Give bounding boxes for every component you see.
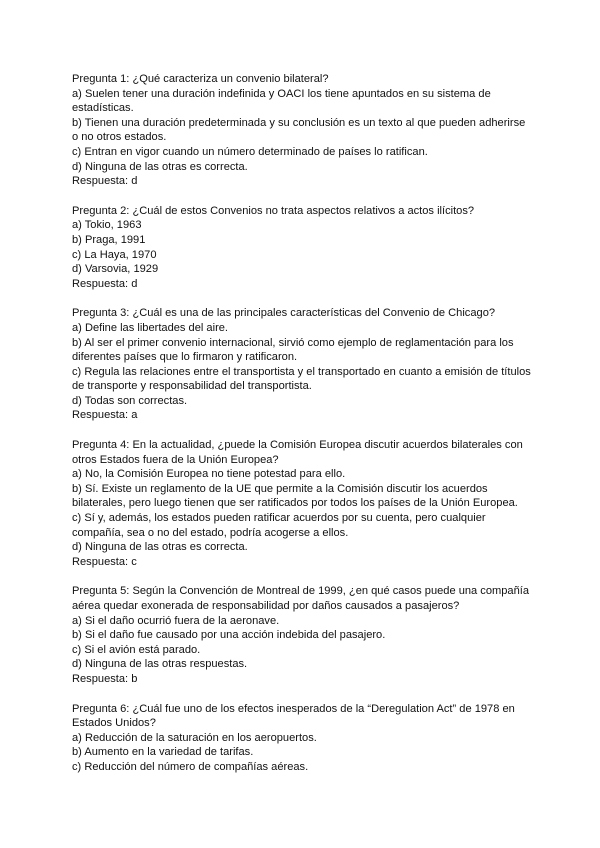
option-a: a) Reducción de la saturación en los aeropuertos.	[72, 731, 317, 744]
question-4	[72, 438, 532, 569]
document-page	[72, 72, 532, 790]
option-d: d) Ninguna de las otras es correcta.	[72, 541, 248, 554]
question-prompt: Pregunta 4: En la actualidad, ¿puede la Comisión Europea discutir acuerdos bilaterales con otros Estados fuera de la Unión Europea?	[72, 439, 523, 466]
option-d: d) Todas son correctas.	[72, 394, 188, 407]
question-2	[72, 204, 532, 292]
question-prompt: Pregunta 3: ¿Cuál es una de las principales características del Convenio de Chicago?	[72, 307, 496, 320]
option-c: c) Entran en vigor cuando un número determinado de países lo ratifican.	[72, 145, 428, 158]
option-b: b) Al ser el primer convenio internacional, sirvió como ejemplo de reglamentación para los diferentes países que lo firmaron y ratificaron.	[72, 336, 514, 364]
question-prompt: Pregunta 1: ¿Qué caracteriza un convenio bilateral?	[72, 73, 329, 85]
answer: Respuesta: b	[72, 672, 138, 685]
answer: Respuesta: d	[72, 175, 138, 188]
option-b: b) Sí. Existe un reglamento de la UE que permite a la Comisión discutir los acuerdos bilaterales, pero luego tienen que ser ratificados por todos los países de la Unión Europea.	[72, 482, 518, 510]
answer: Respuesta: d	[72, 277, 138, 290]
option-a: a) Tokio, 1963	[72, 219, 142, 232]
option-a: a) Define las libertades del aire.	[72, 321, 229, 334]
answer: Respuesta: c	[72, 555, 137, 568]
question-prompt: Pregunta 5: Según la Convención de Montreal de 1999, ¿en qué casos puede una compañía aérea quedar exonerada de responsabilidad por daños causados a pasajeros?	[72, 585, 530, 612]
option-a: a) Suelen tener una duración indefinida y OACI los tiene apuntados en su sistema de estadísticas.	[72, 87, 491, 115]
question-6	[72, 702, 532, 775]
option-c: c) Regula las relaciones entre el transportista y el transportado en cuanto a emisión de títulos de transporte y responsabilidad del transportista.	[72, 365, 531, 393]
option-d: d) Varsovia, 1929	[72, 263, 159, 276]
question-1	[72, 72, 532, 189]
option-a: a) No, la Comisión Europea no tiene potestad para ello.	[72, 468, 346, 481]
question-prompt: Pregunta 6: ¿Cuál fue uno de los efectos inesperados de la “Deregulation Act” de 1978 en Estados Unidos?	[72, 702, 515, 730]
question-3	[72, 306, 532, 423]
option-b: b) Tienen una duración predeterminada y su conclusión es un texto al que pueden adherirse o no otros estados.	[72, 116, 526, 144]
question-prompt: Pregunta 2: ¿Cuál de estos Convenios no trata aspectos relativos a actos ilícitos?	[72, 204, 475, 217]
option-c: c) Si el avión está parado.	[72, 643, 201, 656]
option-c: c) La Haya, 1970	[72, 248, 157, 261]
option-a: a) Si el daño ocurrió fuera de la aeronave.	[72, 614, 280, 627]
option-d: d) Ninguna de las otras es correcta.	[72, 160, 248, 173]
option-d: d) Ninguna de las otras respuestas.	[72, 658, 248, 671]
question-5	[72, 584, 532, 686]
answer: Respuesta: a	[72, 409, 138, 422]
option-b: b) Praga, 1991	[72, 233, 146, 246]
option-b: b) Aumento en la variedad de tarifas.	[72, 746, 254, 759]
option-c: c) Sí y, además, los estados pueden ratificar acuerdos por su cuenta, pero cualquier compañía, sea o no del estado, podría acogerse a ellos.	[72, 512, 486, 539]
option-b: b) Si el daño fue causado por una acción indebida del pasajero.	[72, 629, 386, 642]
option-c: c) Reducción del número de compañías aéreas.	[72, 760, 309, 773]
